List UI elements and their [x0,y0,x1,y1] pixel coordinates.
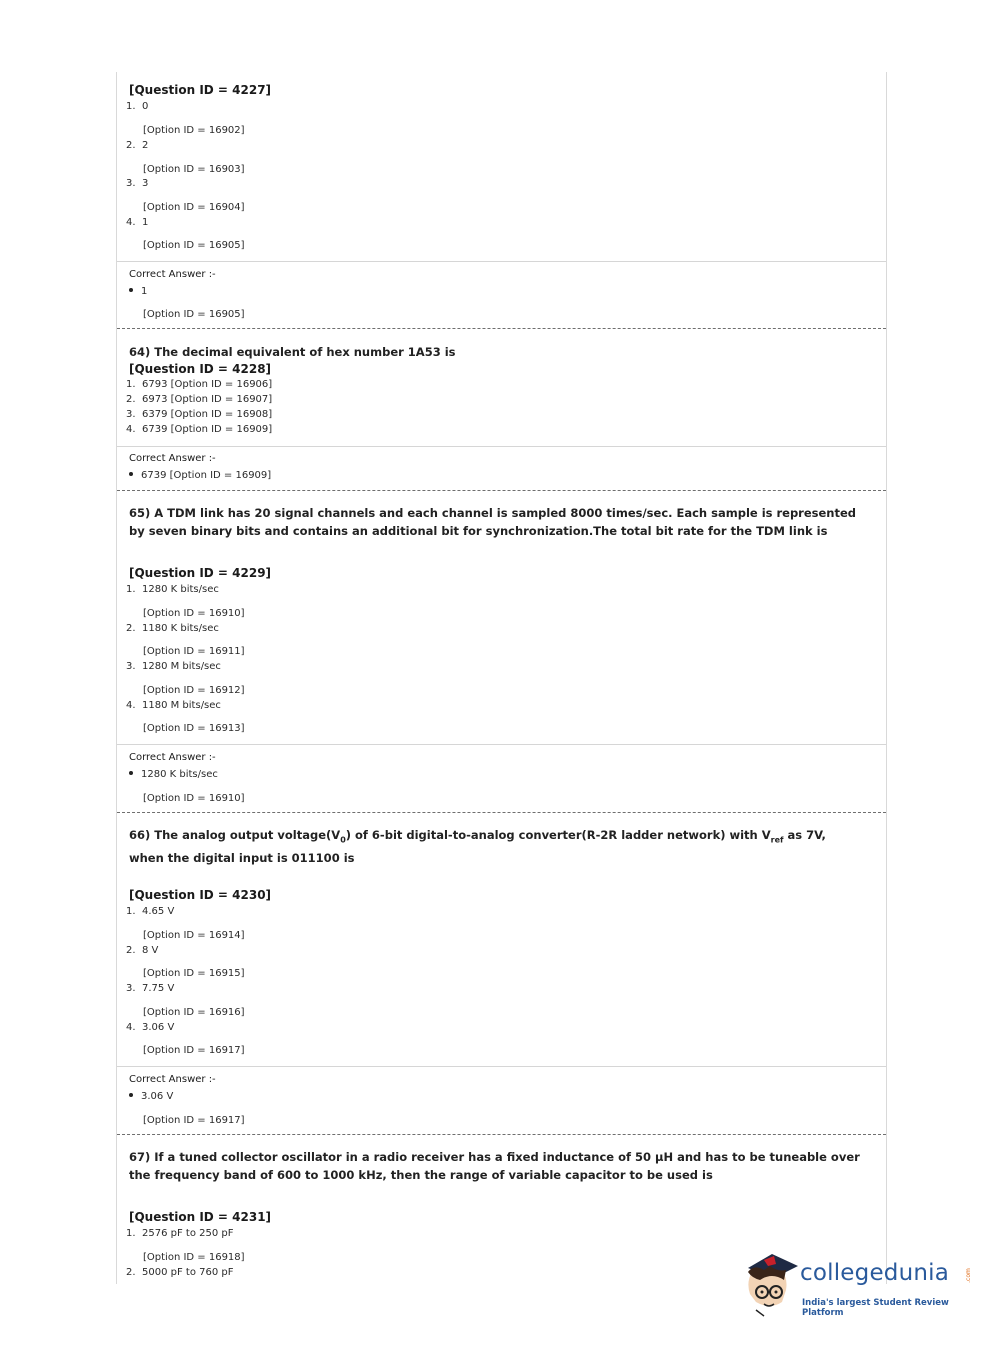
question-text: 66) The analog output $voltage(V_0)$ of 6-bit digital-to-analog converter(R-2R ladder network) with $V_{ref}$ as 7V, when the digital input is 011100 is [129,828,826,866]
question-text: 65) A TDM link has 20 signal channels and each channel is sampled 8000 times/sec. Each sample is represented by seven binary bits and contains an additional bit for synchronization.The total bit rate for the TDM link is [129,506,857,538]
option-id: [Option ID = 16905] [143,240,245,251]
option-item: 1. 0 [126,101,149,112]
bullet-icon [129,472,133,476]
divider [117,1066,886,1067]
option-id: [Option ID = 16917] [143,1115,245,1126]
correct-answer-label: Correct Answer :- [129,1074,216,1085]
question-separator [117,812,886,813]
option-id: [Option ID = 16904] [143,202,245,213]
question-separator [117,328,886,329]
option-item: 2. 2 [126,140,149,151]
option-item: 3. 7.75 V [126,983,175,994]
option-id: [Option ID = 16910] [143,793,245,804]
option-item: 1. 1280 K bits/sec [126,584,219,595]
mascot-icon [742,1250,800,1320]
bullet-icon [129,1093,133,1097]
collegedunia-logo [742,1250,982,1320]
option-item: 2. 1180 K bits/sec [126,623,219,634]
option-id: [Option ID = 16914] [143,930,245,941]
option-id: [Option ID = 16910] [143,608,245,619]
option-id: [Option ID = 16918] [143,1252,245,1263]
option-item: 2. 6973 [Option ID = 16907] [126,394,273,405]
question-separator [117,490,886,491]
bullet-icon [129,771,133,775]
correct-answer: 1 [129,286,147,297]
option-id: [Option ID = 16905] [143,309,245,320]
option-id: [Option ID = 16915] [143,968,245,979]
option-id: [Option ID = 16902] [143,125,245,136]
question-id: [Question ID = 4227] [129,83,272,97]
correct-answer: 1280 K bits/sec [129,769,218,780]
option-item: 3. 1280 M bits/sec [126,661,221,672]
correct-answer: 3.06 V [129,1091,173,1102]
question-id: [Question ID = 4230] [129,888,272,902]
option-item: 1. 4.65 V [126,906,175,917]
option-item: 1. 6793 [Option ID = 16906] [126,379,273,390]
option-item: 3. 6379 [Option ID = 16908] [126,409,273,420]
option-item: 4. 1 [126,217,149,228]
question-id: [Question ID = 4228] [129,362,272,376]
option-item: 1. 2576 pF to 250 pF [126,1228,234,1239]
option-item: 4. 1180 M bits/sec [126,700,221,711]
option-id: [Option ID = 16913] [143,723,245,734]
option-item: 3. 3 [126,178,149,189]
option-item: 2. 8 V [126,945,159,956]
option-item: 2. 5000 pF to 760 pF [126,1267,234,1278]
question-paper-page [116,72,887,1284]
question-text: 64) The decimal equivalent of hex number 1A53 is [129,345,456,359]
bullet-icon [129,288,133,292]
question-id: [Question ID = 4231] [129,1210,272,1224]
question-text: 67) If a tuned collector oscillator in a radio receiver has a fixed inductance of 50 μH and has to be tuneable over the frequency band of 600 to 1000 kHz, then the range of variable capacitor to be used is [129,1150,860,1182]
option-id: [Option ID = 16903] [143,164,245,175]
option-id: [Option ID = 16912] [143,685,245,696]
option-item: 4. 6739 [Option ID = 16909] [126,424,273,435]
correct-answer: 6739 [Option ID = 16909] [129,470,271,481]
divider [117,446,886,447]
logo-domain: .com [964,1268,972,1283]
option-id: [Option ID = 16911] [143,646,245,657]
question-id: [Question ID = 4229] [129,566,272,580]
option-id: [Option ID = 16917] [143,1045,245,1056]
correct-answer-label: Correct Answer :- [129,453,216,464]
logo-wordmark: collegedunia [800,1260,950,1286]
question-separator [117,1134,886,1135]
correct-answer-label: Correct Answer :- [129,269,216,280]
logo-tagline: India's largest Student Review Platform [802,1298,949,1318]
divider [117,744,886,745]
correct-answer-label: Correct Answer :- [129,752,216,763]
option-id: [Option ID = 16916] [143,1007,245,1018]
divider [117,261,886,262]
option-item: 4. 3.06 V [126,1022,175,1033]
